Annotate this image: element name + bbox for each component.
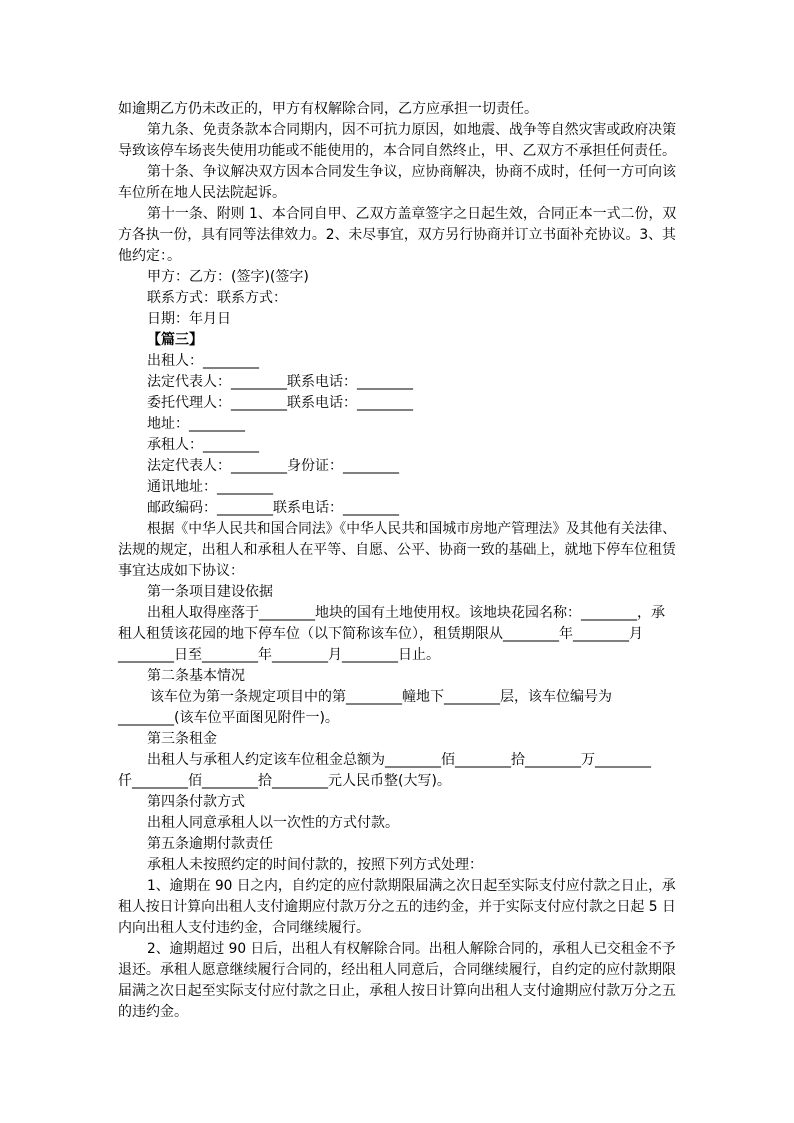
text-line: 第三条租金 — [147, 731, 217, 747]
text-line: ________(该车位平面图见附件一)。 — [118, 710, 339, 726]
text-line: 1、逾期在 90 日之内，自约定的应付款期限届满之次日起至实际支付应付款之日止，承 — [147, 878, 676, 894]
text-line: 承租人：________ — [147, 437, 259, 453]
text-line: 出租人与承租人约定该车位租金总额为________佰________拾________万________ — [147, 752, 651, 768]
text-line: 甲方：乙方：(签字)(签字) — [147, 269, 309, 285]
text-line: 法定代表人：________身份证：________ — [147, 458, 399, 474]
text-line: 出租人同意承租人以一次性的方式付款。 — [147, 815, 399, 831]
text-line: 导致该停车场丧失使用功能或不能使用的，本合同自然终止，甲、乙双方不承担任何责任。 — [118, 143, 676, 159]
text-line: 事宜达成如下协议： — [118, 563, 244, 579]
text-line: 第二条基本情况 — [147, 668, 245, 684]
text-line: 车位所在地人民法院起诉。 — [118, 185, 286, 201]
text-line: 仟________佰________拾________元人民币整(大写)。 — [118, 773, 451, 789]
text-line: 承租人未按照约定的时间付款的，按照下列方式处理： — [147, 857, 483, 873]
text-line: 出租人取得座落于________地块的国有土地使用权。该地块花园名称：________，承 — [147, 605, 665, 621]
text-line: 如逾期乙方仍未改正的，甲方有权解除合同，乙方应承担一切责任。 — [118, 101, 538, 117]
text-line: 联系方式：联系方式： — [147, 290, 287, 306]
text-line: 法规的规定，出租人和承租人在平等、自愿、公平、协商一致的基础上，就地下停车位租赁 — [118, 542, 676, 558]
text-line: 的违约金。 — [118, 1004, 188, 1020]
text-line: 退还。承租人愿意继续履行合同的，经出租人同意后，合同继续履行，自约定的应付款期限 — [118, 962, 676, 978]
text-line: 法定代表人：________联系电话：________ — [147, 374, 413, 390]
text-line: 委托代理人：________联系电话：________ — [147, 395, 413, 411]
text-line: 第四条付款方式 — [147, 794, 245, 810]
text-line: 第九条、免责条款本合同期内，因不可抗力原因，如地震、战争等自然灾害或政府决策 — [147, 122, 677, 138]
text-line: 他约定：。 — [118, 248, 181, 264]
text-line: 邮政编码：________联系电话：________ — [147, 500, 399, 516]
text-line: 第十一条、附则 1、本合同自甲、乙双方盖章签字之日起生效，合同正本一式二份，双 — [147, 206, 677, 222]
text-line: 出租人：________ — [147, 353, 259, 369]
section-heading: 【篇三】 — [147, 332, 203, 348]
text-line: 第十条、争议解决双方因本合同发生争议，应协商解决，协商不成时，任何一方可向该 — [147, 164, 677, 180]
text-line: 地址：________ — [147, 416, 245, 432]
text-line: 内向出租人支付违约金，合同继续履行。 — [118, 920, 370, 936]
text-line: 2、逾期超过 90 日后，出租人有权解除合同。出租人解除合同的，承租人已交租金不予 — [147, 941, 676, 957]
text-line: ________日至________年________月________日止。 — [118, 647, 440, 663]
text-line: 租人租赁该花园的地下停车位（以下简称该车位），租赁期限从________年________月 — [118, 626, 643, 642]
text-line: 日期：年月日 — [147, 311, 231, 327]
text-line: 方各执一份，具有同等法律效力。2、未尽事宜，双方另行协商并订立书面补充协议。3、其 — [118, 227, 676, 243]
text-line: 通讯地址：________ — [147, 479, 273, 495]
text-line: 租人按日计算向出租人支付逾期应付款万分之五的违约金，并于实际支付应付款之日起 5 日 — [118, 899, 676, 915]
text-line: 根据《中华人民共和国合同法》《中华人民共和国城市房地产管理法》及其他有关法律、 — [147, 521, 676, 537]
text-line: 该车位为第一条规定项目中的第________幢地下________层，该车位编号为 — [150, 689, 612, 705]
text-line: 届满之次日起至实际支付应付款之日止，承租人按日计算向出租人支付逾期应付款万分之五 — [118, 983, 676, 999]
text-line: 第五条逾期付款责任 — [147, 836, 273, 852]
text-line: 第一条项目建设依据 — [147, 584, 273, 600]
